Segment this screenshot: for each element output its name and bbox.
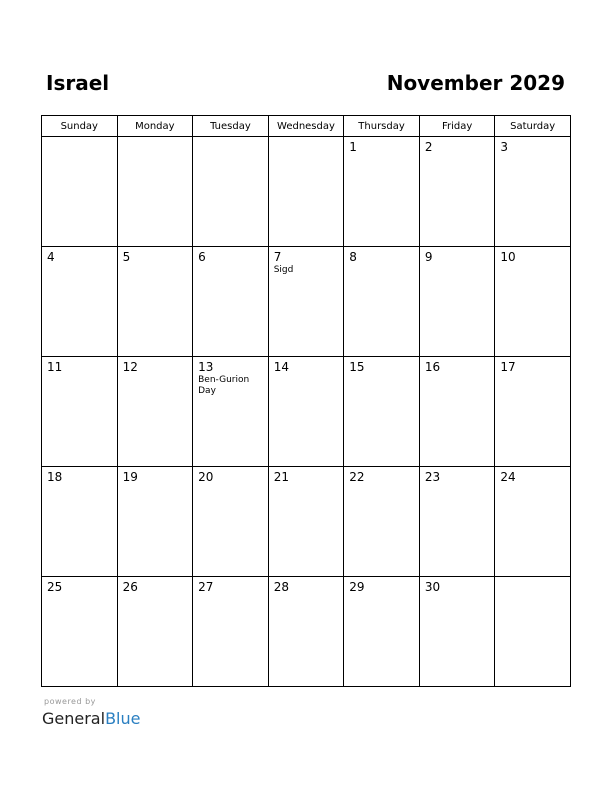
day-number xyxy=(193,137,268,140)
day-number: 26 xyxy=(122,580,138,594)
day-cell xyxy=(419,137,495,247)
holiday-label: Ben-Gurion Day xyxy=(198,375,250,396)
day-cell xyxy=(344,357,420,467)
day-cell xyxy=(268,467,344,577)
week-row xyxy=(42,357,571,467)
day-cell xyxy=(117,137,193,247)
day-number: 11 xyxy=(47,360,63,374)
day-cell xyxy=(193,247,269,357)
week-row xyxy=(42,467,571,577)
day-number xyxy=(42,137,117,140)
day-number: 27 xyxy=(198,580,214,594)
day-number: 8 xyxy=(349,250,357,264)
day-number: 14 xyxy=(273,360,289,374)
day-cell xyxy=(117,357,193,467)
day-number: 17 xyxy=(500,360,516,374)
day-number: 25 xyxy=(47,580,63,594)
day-number: 6 xyxy=(198,250,206,264)
day-cell xyxy=(495,247,571,357)
day-cell xyxy=(495,137,571,247)
day-cell xyxy=(419,247,495,357)
day-cell xyxy=(268,247,344,357)
day-number: 4 xyxy=(47,250,55,264)
weekday-header: Thursday xyxy=(344,116,420,137)
weekday-header: Friday xyxy=(419,116,495,137)
day-cell xyxy=(344,467,420,577)
day-number: 12 xyxy=(122,360,138,374)
day-cell xyxy=(42,137,118,247)
day-cell xyxy=(42,577,118,687)
day-number xyxy=(269,137,344,140)
day-cell xyxy=(42,357,118,467)
brand-general-text: General xyxy=(42,709,106,728)
weekday-header-row xyxy=(42,116,571,137)
week-row xyxy=(42,577,571,687)
day-number: 21 xyxy=(273,470,289,484)
day-number: 13 xyxy=(198,360,214,374)
day-number: 20 xyxy=(198,470,214,484)
day-cell xyxy=(495,577,571,687)
powered-by-label: powered by xyxy=(44,697,96,706)
day-cell xyxy=(193,357,269,467)
day-cell xyxy=(117,467,193,577)
day-number: 23 xyxy=(424,470,441,484)
day-cell xyxy=(344,577,420,687)
day-cell xyxy=(419,577,495,687)
day-cell xyxy=(42,247,118,357)
day-cell xyxy=(344,247,420,357)
day-cell xyxy=(268,577,344,687)
day-cell xyxy=(117,247,193,357)
day-cell xyxy=(193,577,269,687)
weekday-header: Sunday xyxy=(42,116,118,137)
day-number: 15 xyxy=(349,360,365,374)
day-number: 16 xyxy=(424,360,441,374)
day-cell xyxy=(495,467,571,577)
day-cell xyxy=(419,357,495,467)
weekday-header: Tuesday xyxy=(193,116,269,137)
day-number xyxy=(118,137,193,140)
country-title: Israel xyxy=(46,71,110,95)
weekday-header: Wednesday xyxy=(268,116,344,137)
day-cell xyxy=(42,467,118,577)
week-row xyxy=(42,137,571,247)
day-number: 3 xyxy=(500,140,509,154)
day-number: 2 xyxy=(424,140,433,154)
day-cell xyxy=(193,137,269,247)
weekday-header: Monday xyxy=(117,116,193,137)
holiday-label: Sigd xyxy=(273,265,294,275)
day-number: 1 xyxy=(349,140,357,154)
brand-blue-text: Blue xyxy=(105,709,141,728)
brand-logo[interactable] xyxy=(42,709,140,728)
day-cell xyxy=(268,357,344,467)
day-number: 29 xyxy=(349,580,365,594)
day-number: 10 xyxy=(500,250,516,264)
day-number: 7 xyxy=(273,250,282,264)
day-cell xyxy=(344,137,420,247)
day-cell xyxy=(419,467,495,577)
day-cell xyxy=(495,357,571,467)
day-cell xyxy=(117,577,193,687)
day-cell xyxy=(193,467,269,577)
day-number: 24 xyxy=(500,470,516,484)
month-year-title: November 2029 xyxy=(386,71,565,95)
day-number: 9 xyxy=(424,250,433,264)
day-number xyxy=(495,577,570,580)
day-cell xyxy=(268,137,344,247)
day-number: 5 xyxy=(122,250,131,264)
day-number: 30 xyxy=(424,580,441,594)
day-number: 22 xyxy=(349,470,365,484)
week-row xyxy=(42,247,571,357)
calendar-grid xyxy=(41,115,571,687)
day-number: 19 xyxy=(122,470,138,484)
weekday-header: Saturday xyxy=(495,116,571,137)
day-number: 28 xyxy=(273,580,289,594)
day-number: 18 xyxy=(47,470,63,484)
